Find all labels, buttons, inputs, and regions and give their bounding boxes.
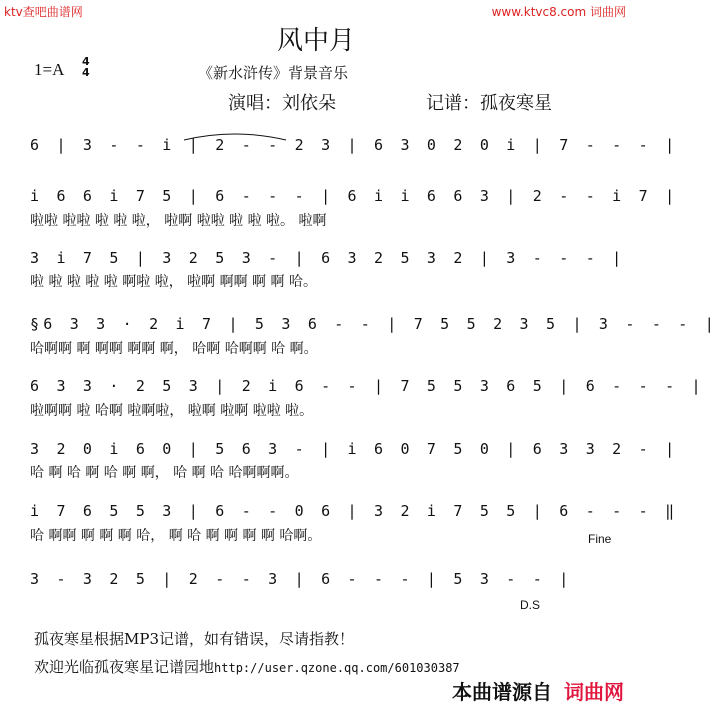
footer-note: 孤夜寒星根据MP3记谱，如有错误，尽请指教！ [34,630,354,648]
song-source: 《新水浒传》背景音乐 [198,64,349,82]
notation-line-7: i 7 6 5 5 3 | 6 - - 0 6 | 3 2 i 7 5 5 | 6 - - - ‖ [30,502,679,520]
footer-welcome-text: 欢迎光临孤夜寒星记谱园地 [34,658,215,676]
notation-line-1: 6 | 3 - - i | 2 - - 2 3 | 6 3 0 2 0 i | 7 - - - | [30,136,679,154]
source-badge-label: 本曲谱源自 [452,680,552,704]
singer-credit: 演唱：刘依朵 [228,93,336,114]
lyrics-line-6: 哈 啊 哈 啊 哈 啊 啊， 哈 啊 哈 哈啊啊啊。 [30,465,299,481]
notation-line-3: 3 i 7 5 | 3 2 5 3 - | 6 3 2 5 3 2 | 3 - - - | [30,249,626,267]
ds-mark: D.S [520,598,541,612]
notation-line-6: 3 2 0 i 6 0 | 5 6 3 - | i 6 0 7 5 0 | 6 3 3 2 - | [30,440,679,458]
time-signature-top: 4 [82,55,90,68]
notation-line-5: 6 3 3 · 2 5 3 | 2 i 6 - - | 7 5 5 3 6 5 | 6 - - - | [30,377,705,395]
notation-line-2: i 6 6 i 7 5 | 6 - - - | 6 i i 6 6 3 | 2 - - i 7 | [30,187,679,205]
lyrics-line-5: 啦啊啊 啦 哈啊 啦啊啦， 啦啊 啦啊 啦啦 啦。 [30,403,314,419]
song-title: 风中月 [276,26,355,56]
fine-mark: Fine [588,532,612,546]
source-badge-site: 词曲网 [564,680,624,704]
notation-line-4: §6 3 3 · 2 i 7 | 5 3 6 - - | 7 5 5 2 3 5 | 3 - - - | [30,315,718,333]
watermark-right: www.ktvc8.com 词曲网 [491,5,626,19]
lyrics-line-3: 啦 啦 啦 啦 啦 啊啦 啦， 啦啊 啊啊 啊 啊 哈。 [30,274,317,290]
lyrics-line-4: 哈啊啊 啊 啊啊 啊啊 啊， 哈啊 哈啊啊 哈 啊。 [30,341,318,357]
lyrics-line-2: 啦啦 啦啦 啦 啦 啦， 啦啊 啦啦 啦 啦 啦。 啦啊 [30,213,327,229]
lyrics-line-7: 哈 啊啊 啊 啊 啊 哈， 啊 哈 啊 啊 啊 啊 哈啊。 [30,528,322,544]
transcriber-credit: 记谱：孤夜寒星 [426,93,552,114]
notation-line-8: 3 - 3 2 5 | 2 - - 3 | 6 - - - | 5 3 - - | [30,570,573,588]
time-signature [82,56,90,78]
footer-url-link[interactable]: http://user.qzone.qq.com/601030387 [214,661,460,675]
footer-welcome [34,656,460,677]
watermark-left: ktv查吧曲谱网 [4,5,83,19]
key-signature: 1=A [34,60,65,79]
time-signature-bottom: 4 [82,66,90,79]
source-badge [452,676,624,705]
